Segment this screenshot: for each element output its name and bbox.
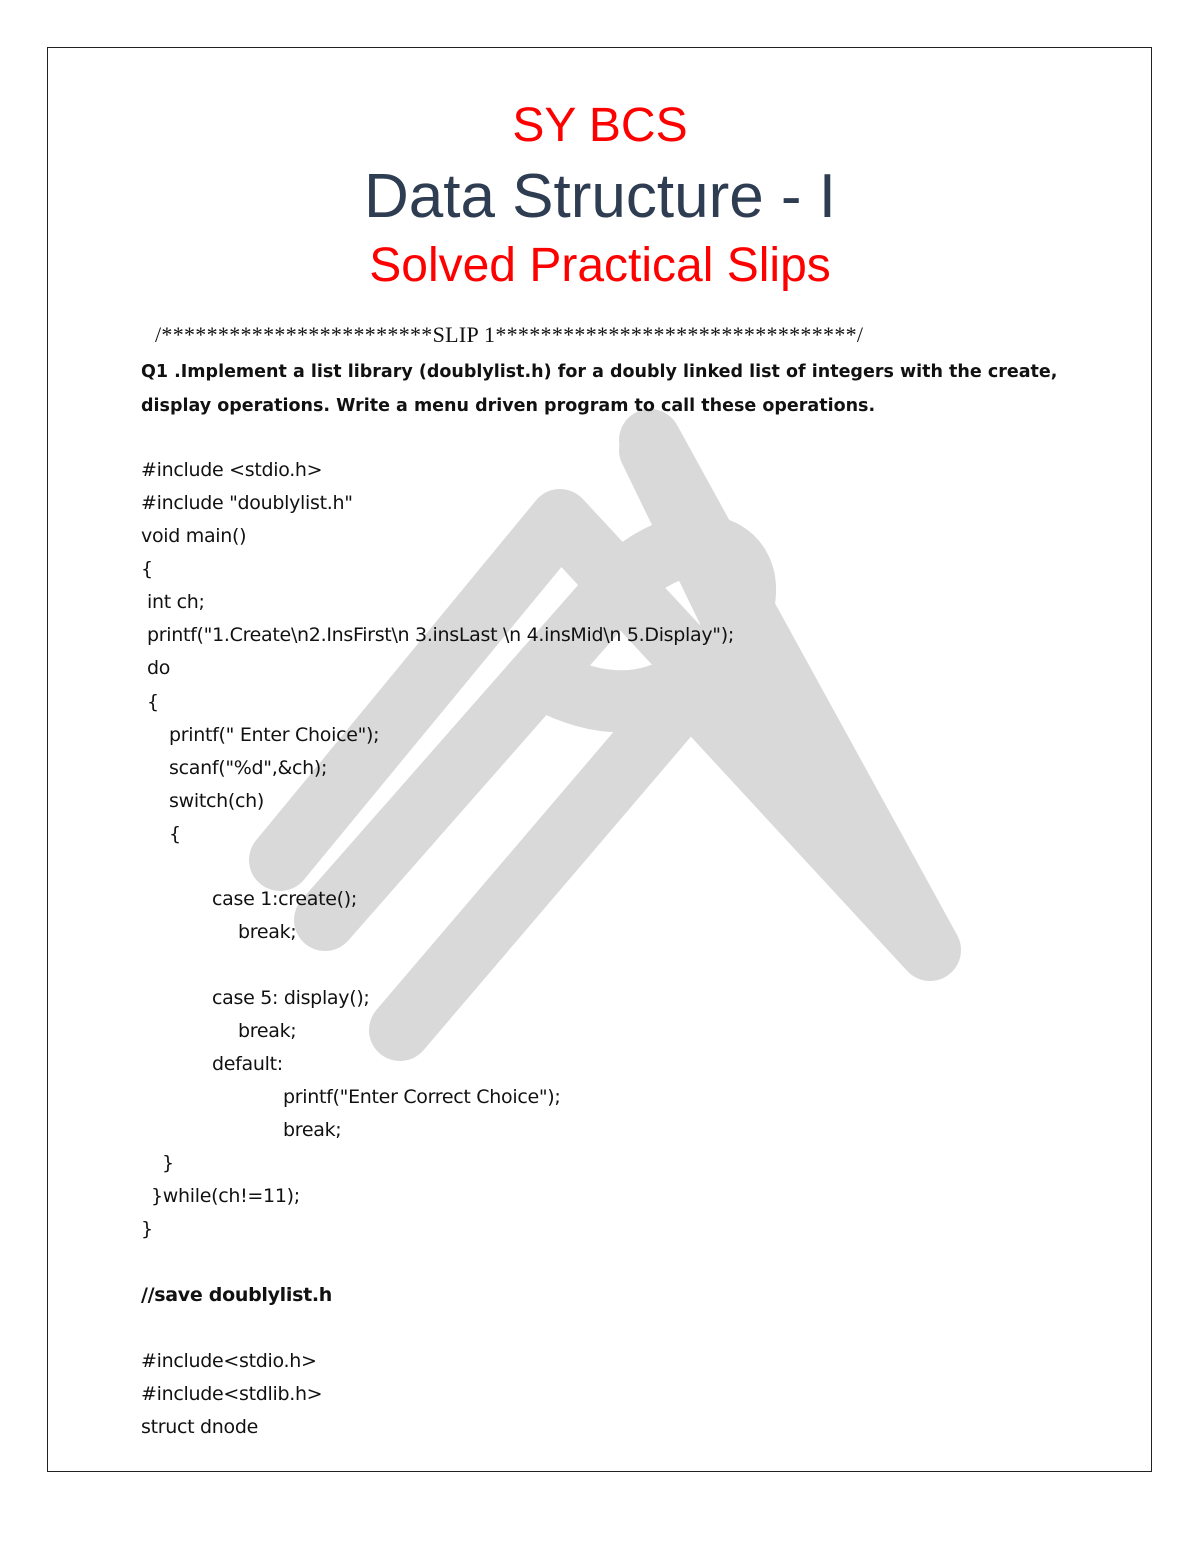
code-line: { [169, 823, 181, 845]
code-line: { [141, 558, 153, 580]
code-line: struct dnode [141, 1416, 259, 1438]
code-line: case 1:create(); [212, 888, 357, 910]
code-line: #include<stdio.h> [141, 1350, 317, 1372]
course-title: SY BCS [512, 99, 688, 152]
code-line: #include <stdio.h> [141, 459, 323, 481]
code-line: printf("Enter Correct Choice"); [283, 1086, 561, 1108]
code-line: case 5: display(); [212, 987, 370, 1009]
code-line: default: [212, 1053, 283, 1075]
code-line: do [147, 657, 171, 679]
code-line: } [162, 1152, 174, 1174]
code-line: #include "doublylist.h" [141, 492, 353, 514]
code-line: }while(ch!=11); [151, 1185, 300, 1207]
code-line: #include<stdlib.h> [141, 1383, 323, 1405]
code-comment: //save doublylist.h [141, 1284, 333, 1306]
code-line: scanf("%d",&ch); [169, 757, 328, 779]
code-line: printf("1.Create\n2.InsFirst\n 3.insLast \n 4.insMid\n 5.Display"); [147, 624, 734, 646]
code-line: break; [238, 1020, 297, 1042]
question-text: Q1 .Implement a list library (doublylist.h) for a doubly linked list of integers with the create, display operations. Write a menu driven program to call these operations. [141, 362, 1058, 416]
code-line: break; [283, 1119, 342, 1141]
code-line: void main() [141, 525, 247, 547]
subject-title: Data Structure - I [363, 162, 837, 231]
code-line: { [147, 691, 159, 713]
code-line: printf(" Enter Choice"); [169, 724, 380, 746]
code-line: break; [238, 921, 297, 943]
code-line: switch(ch) [169, 790, 264, 812]
document-subtitle: Solved Practical Slips [369, 239, 831, 292]
code-line: int ch; [147, 591, 205, 613]
slip-header: /************************SLIP 1********************************/ [155, 322, 864, 347]
code-line: } [141, 1218, 153, 1240]
